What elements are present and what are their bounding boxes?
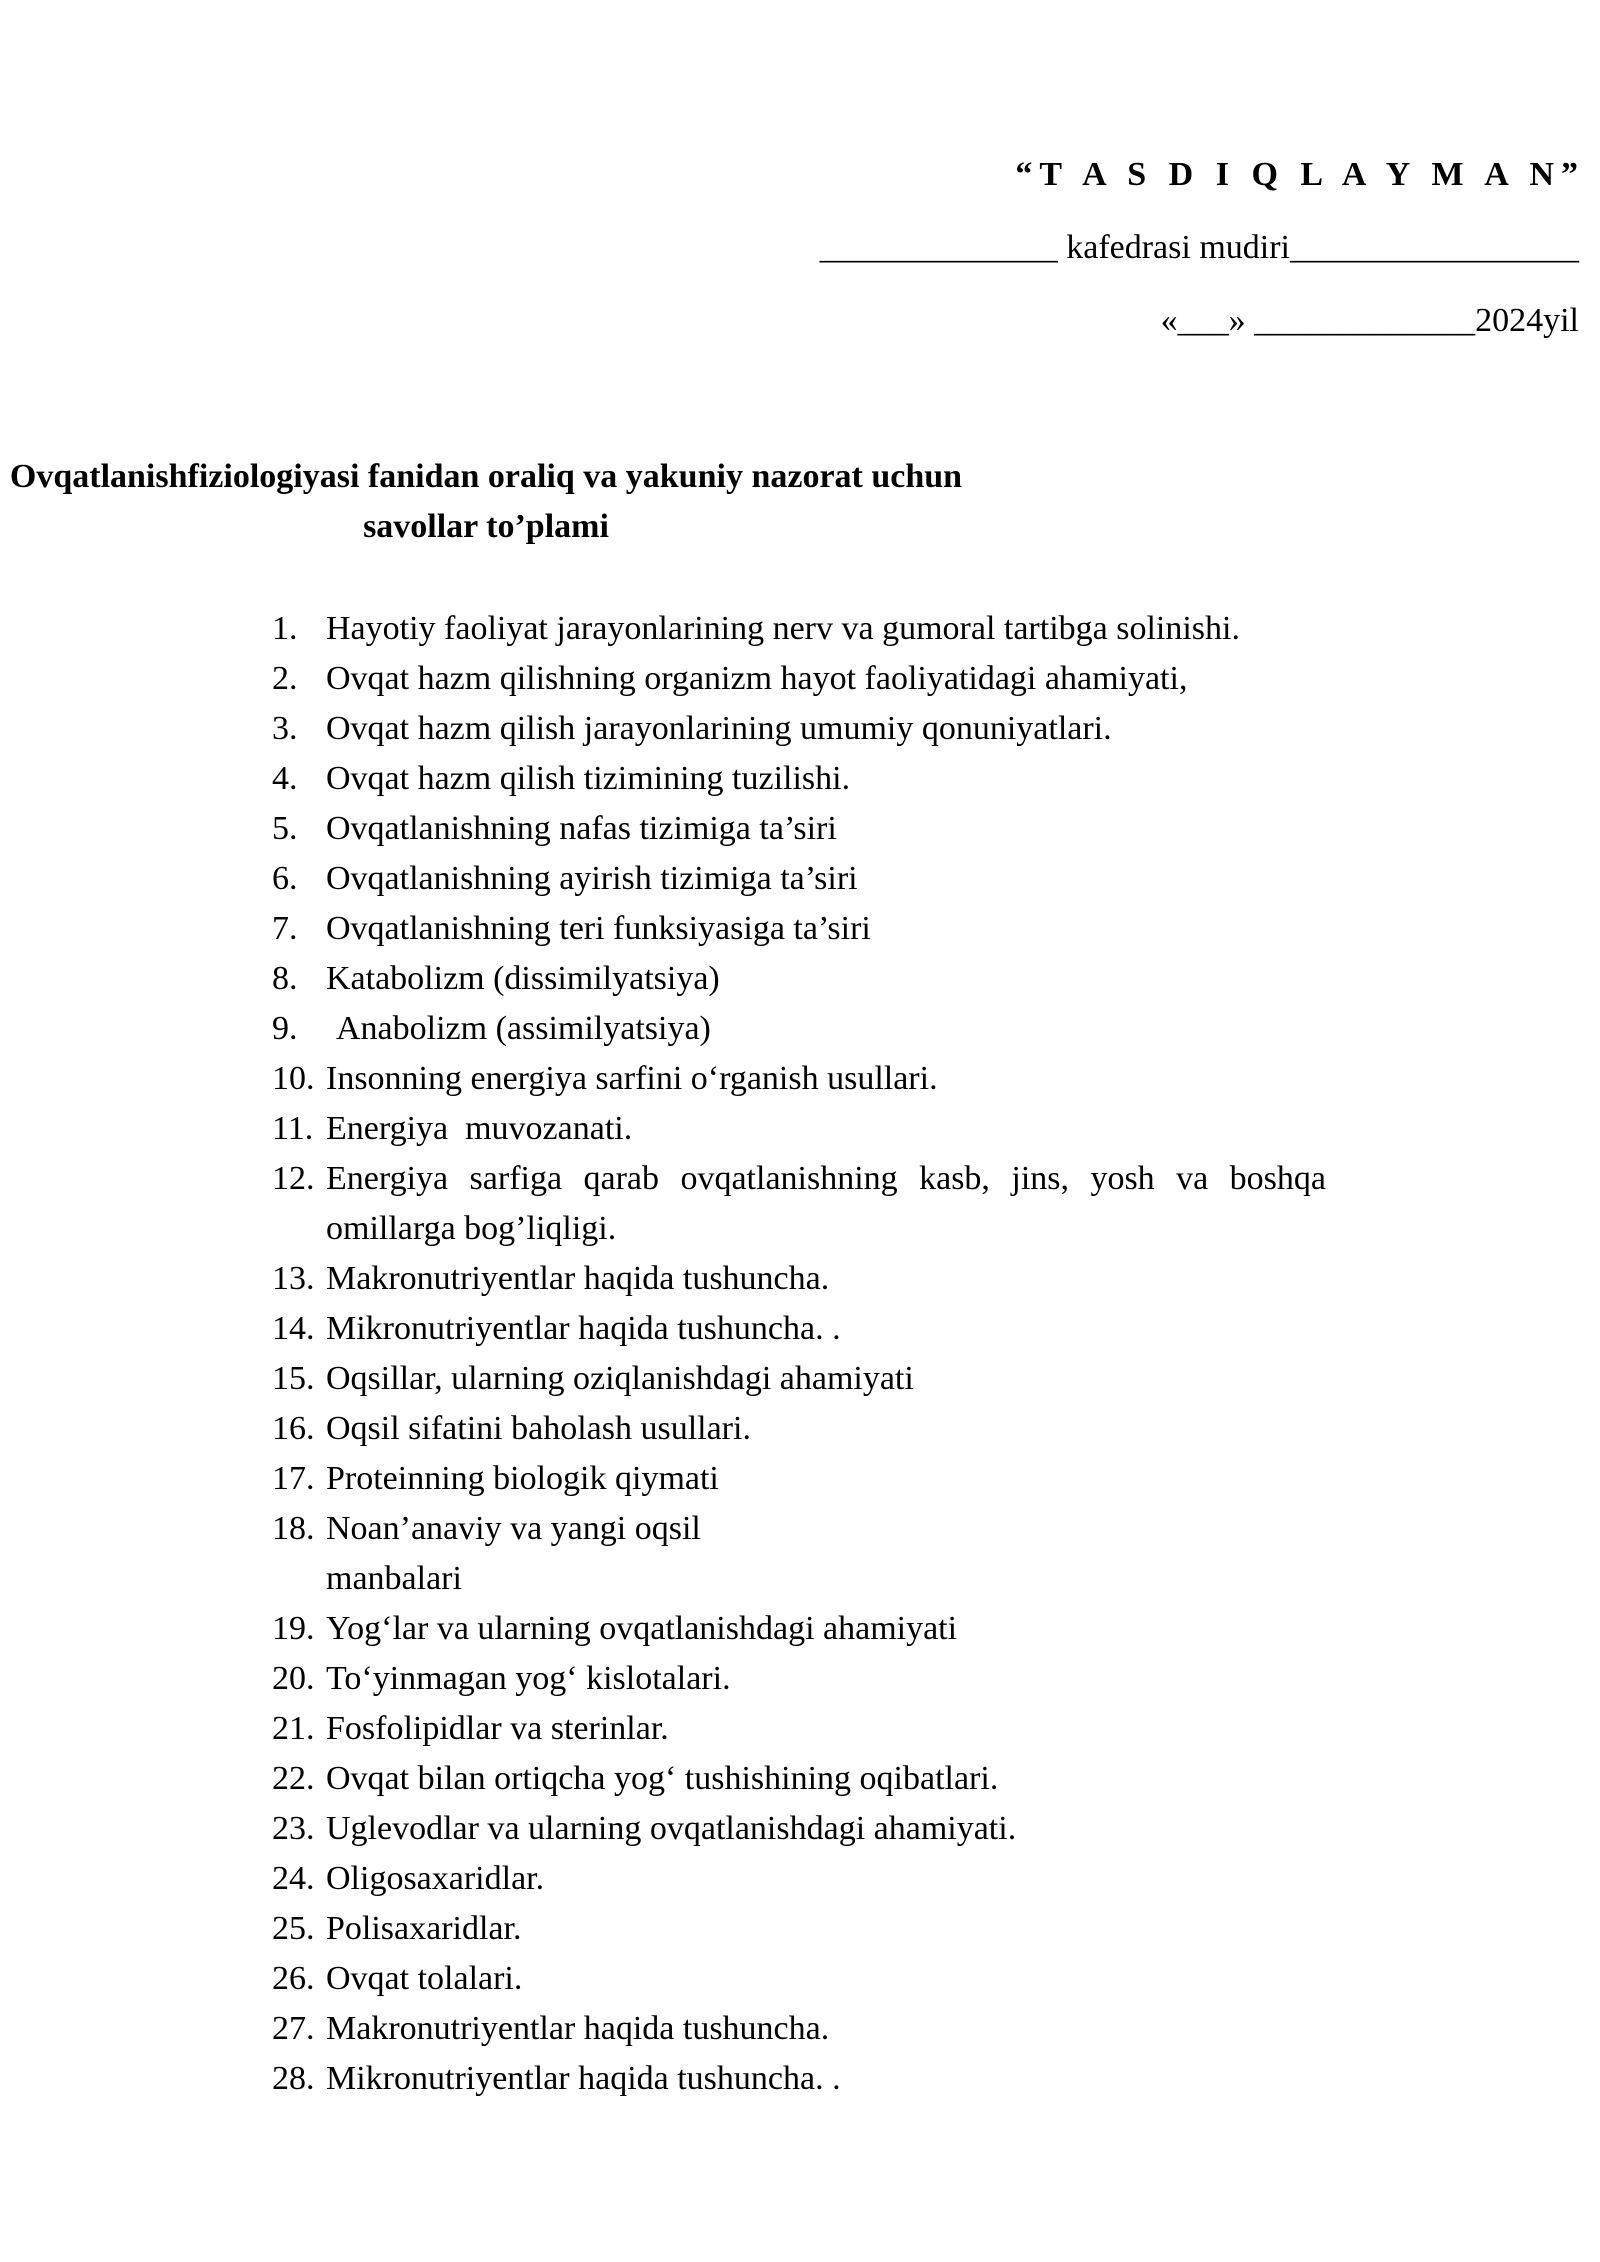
question-text: Insonning energiya sarfini o‘rganish usullari.: [326, 1060, 938, 1097]
question-number: 11.: [272, 1110, 314, 1147]
list-item: [272, 1104, 1498, 1154]
question-number: 3.: [272, 710, 298, 747]
approval-department-line: ______________ kafedrasi mudiri_________________: [819, 229, 1579, 266]
question-list: [272, 604, 1498, 2104]
question-number: 16.: [272, 1410, 315, 1447]
question-number: 8.: [272, 960, 298, 997]
question-number: 18.: [272, 1510, 315, 1547]
list-item: [272, 1454, 1498, 1504]
list-item: [272, 754, 1498, 804]
list-item: [272, 1804, 1498, 1854]
document-title-line-1: Ovqatlanishfiziologiyasi fanidan oraliq va yakuniy nazorat uchun: [9, 458, 963, 495]
list-item: [272, 1504, 1498, 1604]
list-item: [272, 1354, 1498, 1404]
document-title: [0, 452, 1600, 552]
question-number: 13.: [272, 1260, 315, 1297]
question-number: 2.: [272, 660, 298, 697]
question-number: 14.: [272, 1310, 315, 1347]
list-item: [272, 1404, 1498, 1454]
question-text: Fosfolipidlar va sterinlar.: [326, 1710, 669, 1747]
question-number: 12.: [272, 1160, 315, 1197]
question-number: 22.: [272, 1760, 315, 1797]
question-text: Proteinning biologik qiymati: [326, 1460, 719, 1497]
question-number: 1.: [272, 610, 298, 647]
question-text: Ovqatlanishning nafas tizimiga ta’siri: [326, 810, 837, 847]
approval-date-line: «___» _____________2024yil: [1160, 302, 1579, 339]
question-number: 25.: [272, 1910, 315, 1947]
question-number: 19.: [272, 1610, 315, 1647]
list-item: [272, 904, 1498, 954]
list-item: [272, 1004, 1498, 1054]
list-item: [272, 954, 1498, 1004]
question-number: 28.: [272, 2060, 315, 2097]
question-number: 27.: [272, 2010, 315, 2047]
question-number: 24.: [272, 1860, 315, 1897]
question-number: 9.: [272, 1010, 298, 1047]
list-item: [272, 704, 1498, 754]
question-text: Noan’anaviy va yangi oqsil manbalari: [326, 1510, 701, 1597]
question-text: Ovqatlanishning teri funksiyasiga ta’siri: [326, 910, 871, 947]
question-text: Katabolizm (dissimilyatsiya): [326, 960, 720, 997]
question-number: 17.: [272, 1460, 315, 1497]
question-number: 23.: [272, 1810, 315, 1847]
question-text: Mikronutriyentlar haqida tushuncha. .: [326, 1310, 841, 1347]
question-text: Mikronutriyentlar haqida tushuncha. .: [326, 2060, 841, 2097]
approval-title: “T A S D I Q L A Y M A N”: [1015, 156, 1585, 193]
question-number: 7.: [272, 910, 298, 947]
question-number: 5.: [272, 810, 298, 847]
question-text: Ovqat bilan ortiqcha yog‘ tushishining oqibatlari.: [326, 1760, 999, 1797]
question-text: To‘yinmagan yog‘ kislotalari.: [326, 1660, 731, 1697]
question-text: Yog‘lar va ularning ovqatlanishdagi ahamiyati: [326, 1610, 958, 1647]
question-text: Energiya sarfiga qarab ovqatlanishning kasb, jins, yosh va boshqa omillarga bog’liqligi.: [326, 1160, 1326, 1247]
list-item: [272, 1054, 1498, 1104]
question-number: 20.: [272, 1660, 315, 1697]
list-item: [272, 1254, 1498, 1304]
question-number: 21.: [272, 1710, 315, 1747]
list-item: [272, 654, 1498, 704]
list-item: [272, 1154, 1498, 1254]
list-item: [272, 1604, 1498, 1654]
question-text: Anabolizm (assimilyatsiya): [336, 1010, 711, 1047]
question-text: Makronutriyentlar haqida tushuncha.: [326, 2010, 830, 2047]
question-text: Ovqat hazm qilishning organizm hayot faoliyatidagi ahamiyati,: [326, 660, 1188, 697]
question-text: Ovqat hazm qilish tizimining tuzilishi.: [326, 760, 851, 797]
question-number: 15.: [272, 1360, 315, 1397]
question-text: Hayotiy faoliyat jarayonlarining nerv va gumoral tartibga solinishi.: [326, 610, 1240, 647]
question-text: Ovqat hazm qilish jarayonlarining umumiy qonuniyatlari.: [326, 710, 1112, 747]
question-number: 26.: [272, 1960, 315, 1997]
list-item: [272, 1954, 1498, 2004]
question-text: Polisaxaridlar.: [326, 1910, 522, 1947]
question-text: Energiya muvozanati.: [326, 1110, 633, 1147]
list-item: [272, 1854, 1498, 1904]
question-number: 10.: [272, 1060, 315, 1097]
question-text: Oqsillar, ularning oziqlanishdagi ahamiyati: [326, 1360, 914, 1397]
question-text: Ovqat tolalari.: [326, 1960, 523, 1997]
question-number: 4.: [272, 760, 298, 797]
question-text: Oqsil sifatini baholash usullari.: [326, 1410, 751, 1447]
list-item: [272, 1654, 1498, 1704]
question-text: Makronutriyentlar haqida tushuncha.: [326, 1260, 830, 1297]
question-text: Oligosaxaridlar.: [326, 1860, 545, 1897]
question-text: Ovqatlanishning ayirish tizimiga ta’siri: [326, 860, 858, 897]
list-item: [272, 1304, 1498, 1354]
list-item: [272, 2004, 1498, 2054]
list-item: [272, 1904, 1498, 1954]
list-item: [272, 804, 1498, 854]
list-item: [272, 604, 1498, 654]
list-item: [272, 1754, 1498, 1804]
document-title-line-2: savollar to’plami: [363, 508, 609, 545]
list-item: [272, 2054, 1498, 2104]
list-item: [272, 1704, 1498, 1754]
question-text: Uglevodlar va ularning ovqatlanishdagi ahamiyati.: [326, 1810, 1017, 1847]
list-item: [272, 854, 1498, 904]
approval-block: [579, 150, 1585, 346]
question-number: 6.: [272, 860, 298, 897]
